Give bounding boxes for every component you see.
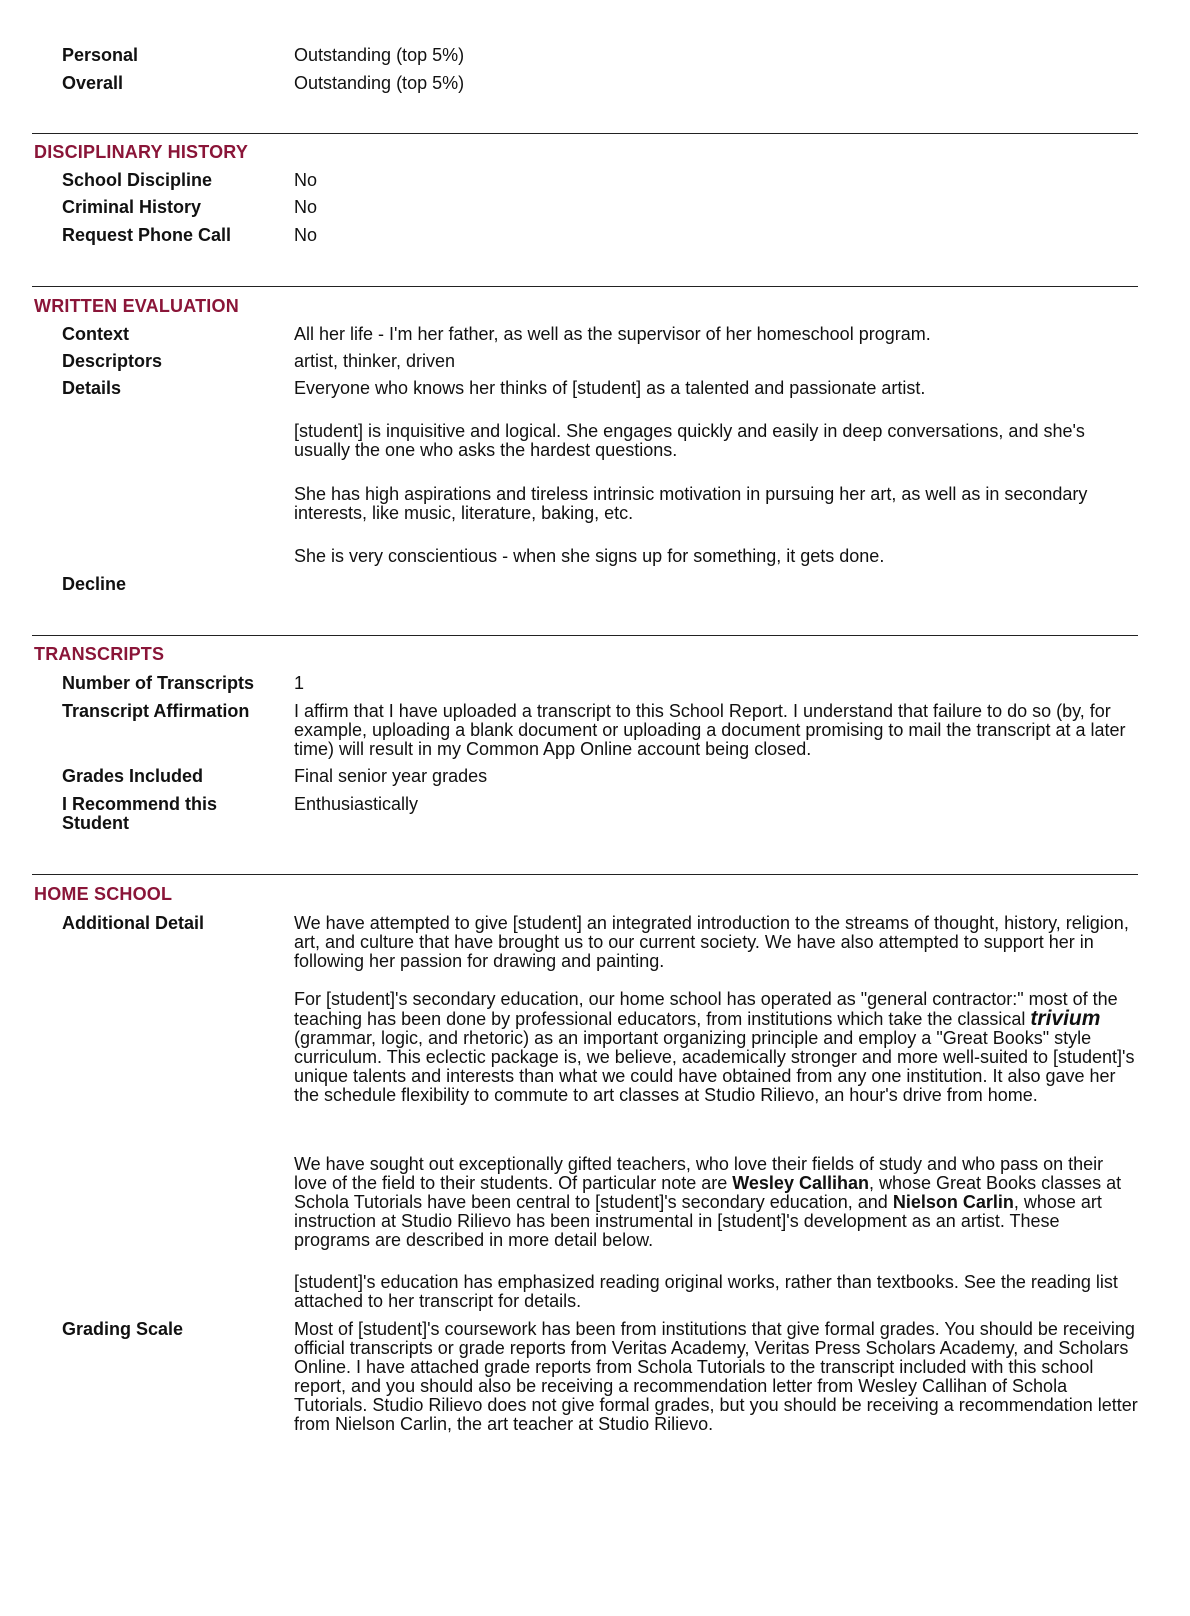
request-phone-call-value: No — [294, 225, 318, 245]
transcript-affirmation-label: Transcript Affirmation — [62, 701, 250, 721]
paragraph-3-text-b: , whose Great Books classes at Schola Tutorials have been central to [student]'s secondary education, and — [294, 1173, 1122, 1212]
recommend-label: I Recommend this Student — [62, 794, 218, 833]
request-phone-call-label: Request Phone Call — [62, 225, 232, 245]
grades-included-value: Final senior year grades — [294, 766, 488, 786]
decline-label: Decline — [62, 574, 127, 594]
school-discipline-value: No — [294, 170, 318, 190]
section-divider — [32, 133, 1138, 134]
details-label: Details — [62, 378, 122, 398]
paragraph-2-text-a: For [student]'s secondary education, our home school has operated as "general contractor:" most of the teaching has been done by professional educators, from institutions which take the classical — [294, 989, 1118, 1029]
written-evaluation-heading: WRITTEN EVALUATION — [34, 296, 239, 316]
paragraph-2-text-b: (grammar, logic, and rhetoric) as an important organizing principle and employ a "Great Books" style curriculum. This eclectic package is, we believe, academically stronger and more well-suited to [student]'s unique talents and interests than what we could have obtained from any one institution. It also gave her the schedule flexibility to commute to art classes at Studio Rilievo, an hour's drive from home. — [294, 1028, 1135, 1105]
grades-included-label: Grades Included — [62, 766, 204, 786]
criminal-history-value: No — [294, 197, 318, 217]
descriptors-value: artist, thinker, driven — [294, 351, 456, 371]
teacher-name-carlin: Nielson Carlin — [892, 1192, 1014, 1212]
number-of-transcripts-label: Number of Transcripts — [62, 673, 255, 693]
overall-label: Overall — [62, 73, 124, 93]
transcript-affirmation-value: I affirm that I have uploaded a transcript to this School Report. I understand that failure to do so (by, for example, uploading a blank document or uploading a document promising to mail the transcript at a later time) will result in my Common App Online account being closed. — [294, 701, 1126, 759]
grading-scale-value: Most of [student]'s coursework has been from institutions that give formal grades. You should be receiving official transcripts or grade reports from Veritas Academy, Veritas Press Scholars Academy, and Scholars Online. I have attached grade reports from Schola Tutorials to the transcript included with this school report, and you should also be receiving a recommendation letter from Wesley Callihan of Schola Tutorials. Studio Rilievo does not give formal grades, but you should be receiving a recommendation letter from Nielson Carlin, the art teacher at Studio Rilievo. — [294, 1319, 1138, 1434]
personal-value: Outstanding (top 5%) — [294, 45, 465, 65]
overall-value: Outstanding (top 5%) — [294, 73, 465, 93]
descriptors-label: Descriptors — [62, 351, 163, 371]
details-paragraph-4: She is very conscientious - when she signs up for something, it gets done. — [294, 546, 885, 566]
additional-detail-paragraph-1: We have attempted to give [student] an integrated introduction to the streams of thought, history, religion, art, and culture that have brought us to our current society. We have also attempted to support her in following her passion for drawing and painting. — [294, 913, 1129, 971]
additional-detail-paragraph-3 — [294, 1155, 1139, 1250]
context-label: Context — [62, 324, 129, 344]
trivium-term: trivium — [1030, 1007, 1101, 1030]
details-paragraph-2: [student] is inquisitive and logical. She engages quickly and easily in deep conversations, and she's usually the one who asks the hardest questions. — [294, 421, 1085, 460]
details-paragraph-1: Everyone who knows her thinks of [student] as a talented and passionate artist. — [294, 378, 926, 398]
teacher-name-callihan: Wesley Callihan — [732, 1173, 869, 1193]
home-school-heading: HOME SCHOOL — [34, 884, 173, 904]
details-paragraph-3: She has high aspirations and tireless intrinsic motivation in pursuing her art, as well as in secondary interests, like music, literature, baking, etc. — [294, 484, 1088, 523]
personal-label: Personal — [62, 45, 139, 65]
additional-detail-paragraph-2 — [294, 990, 1139, 1105]
additional-detail-paragraph-4: [student]'s education has emphasized reading original works, rather than textbooks. See the reading list attached to her transcript for details. — [294, 1272, 1118, 1311]
section-divider — [32, 874, 1138, 875]
school-discipline-label: School Discipline — [62, 170, 213, 190]
paragraph-3-text-a: We have sought out exceptionally gifted teachers, who love their fields of study and who pass on their love of the field to their students. Of particular note are — [294, 1154, 1104, 1193]
paragraph-3-text-c: , whose art instruction at Studio Rilievo has been instrumental in [student]'s development as an artist. These programs are described in more detail below. — [294, 1192, 1102, 1250]
context-value: All her life - I'm her father, as well as the supervisor of her homeschool program. — [294, 324, 931, 344]
disciplinary-history-heading: DISCIPLINARY HISTORY — [34, 142, 249, 162]
additional-detail-label: Additional Detail — [62, 913, 205, 933]
section-divider — [32, 635, 1138, 636]
number-of-transcripts-value: 1 — [294, 673, 305, 693]
grading-scale-label: Grading Scale — [62, 1319, 184, 1339]
criminal-history-label: Criminal History — [62, 197, 202, 217]
section-divider — [32, 286, 1138, 287]
transcripts-heading: TRANSCRIPTS — [34, 644, 165, 664]
recommend-value: Enthusiastically — [294, 794, 419, 814]
